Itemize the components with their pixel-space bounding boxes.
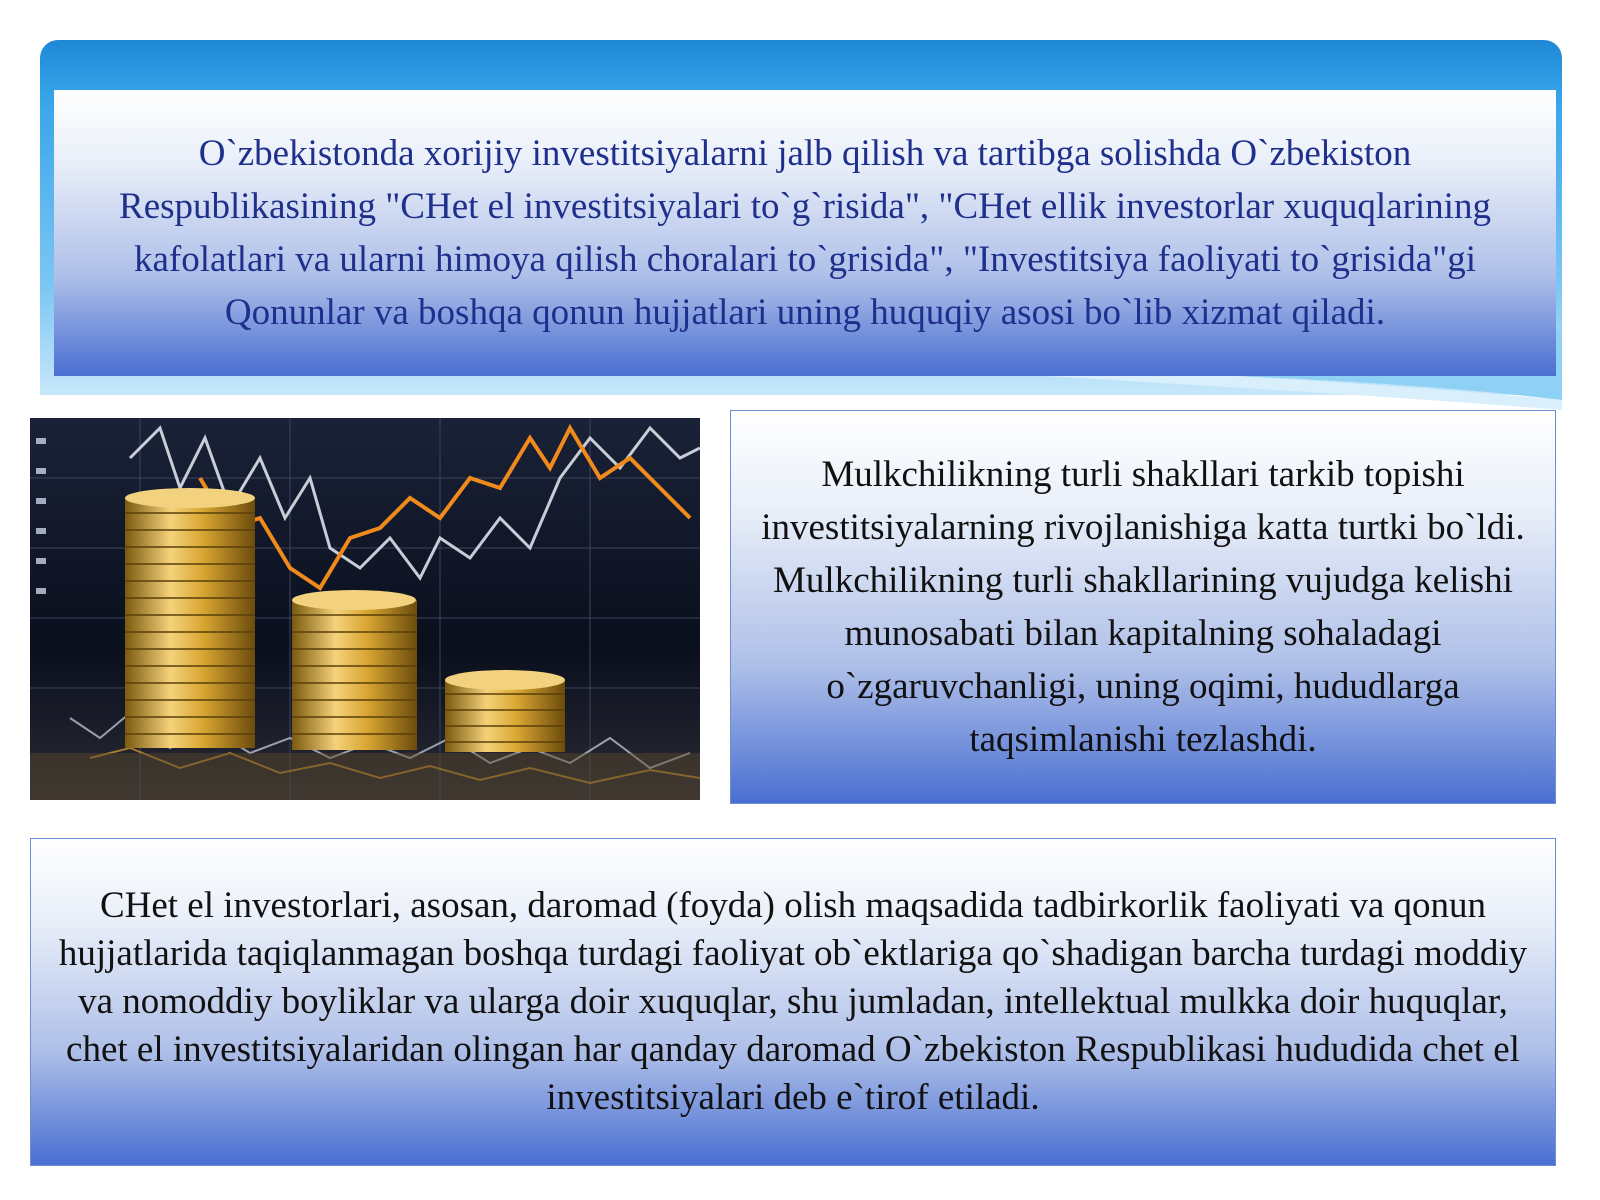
foreign-investment-definition-box	[30, 838, 1556, 1166]
legal-basis-paragraph: O`zbekistonda xorijiy investitsiyalarni jalb qilish va tartibga solishda O`zbekiston Respublikasining "CHet el investitsiyalari to`g`risida", "CHet ellik investorlar xuquqlarining kafolatlari va ularni himoya qilish choralari to`grisida", "Investitsiya faoliyati to`grisida"gi Qonunlar va boshqa qonun hujjatlari uning huquqiy asosi bo`lib xizmat qiladi.	[119, 133, 1491, 333]
legal-basis-text-box	[54, 90, 1556, 376]
foreign-investment-definition-paragraph: CHet el investorlari, asosan, daromad (foyda) olish maqsadida tadbirkorlik faoliyati va qonun hujjatlarida taqiqlanmagan boshqa turdagi faoliyat ob`ektlariga qo`shadigan barcha turdagi moddiy va nomoddiy boyliklar va ularga doir xuquqlar, shu jumladan, intellektual mulkka doir huquqlar, chet el investitsiyalaridan olingan har qanday daromad O`zbekiston Respublikasi hududida chet el investitsiyalari deb e`tirof etiladi.	[58, 885, 1528, 1118]
ownership-forms-text-box	[730, 410, 1556, 804]
ownership-forms-paragraph: Mulkchilikning turli shakllari tarkib topishi investitsiyalarning rivojlanishiga katta turtki bo`ldi. Mulkchilikning turli shakllarining vujudga kelishi munosabati bilan kapitalning sohaladagi o`zgaruvchanligi, uning oqimi, hududlarga taqsimlanishi tezlashdi.	[761, 454, 1525, 760]
gold-coins-stock-chart-icon	[30, 418, 700, 800]
